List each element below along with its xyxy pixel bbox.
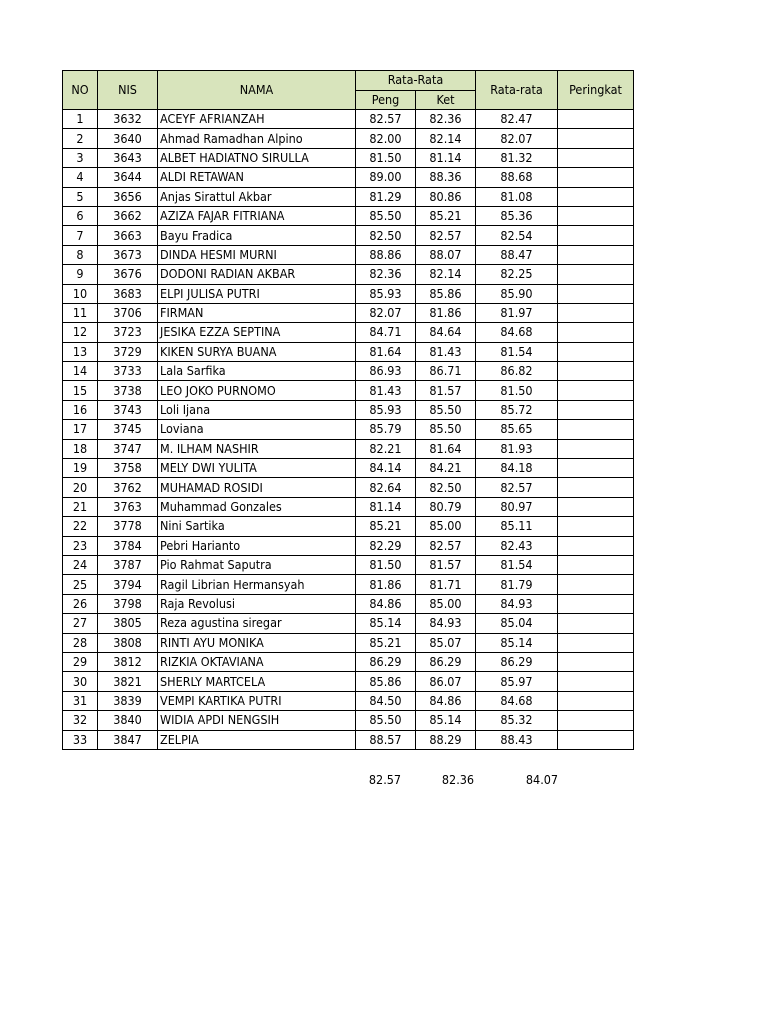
cell-peng: 81.50 — [356, 555, 416, 574]
cell-ket: 81.14 — [416, 148, 476, 167]
table-row — [63, 517, 634, 536]
cell-no: 25 — [63, 575, 98, 594]
cell-peng: 85.93 — [356, 400, 416, 419]
cell-nis: 3747 — [98, 439, 158, 458]
header-nis: NIS — [98, 71, 158, 110]
cell-nama: MELY DWI YULITA — [158, 459, 356, 478]
cell-no: 11 — [63, 303, 98, 322]
cell-peringkat — [558, 478, 634, 497]
cell-nis: 3762 — [98, 478, 158, 497]
cell-peringkat — [558, 245, 634, 264]
cell-nama: Loviana — [158, 420, 356, 439]
cell-rata: 85.04 — [476, 614, 558, 633]
summary-rata-average: 84.07 — [525, 772, 559, 787]
cell-nama: DODONI RADIAN AKBAR — [158, 265, 356, 284]
table-row — [63, 633, 634, 652]
cell-nama: Loli Ijana — [158, 400, 356, 419]
cell-no: 31 — [63, 691, 98, 710]
table-row — [63, 129, 634, 148]
cell-nama: VEMPI KARTIKA PUTRI — [158, 691, 356, 710]
cell-peringkat — [558, 284, 634, 303]
table-row — [63, 614, 634, 633]
cell-rata: 86.29 — [476, 652, 558, 671]
cell-rata: 81.50 — [476, 381, 558, 400]
cell-peng: 84.14 — [356, 459, 416, 478]
header-peng: Peng — [356, 90, 416, 110]
cell-nama: Ahmad Ramadhan Alpino — [158, 129, 356, 148]
cell-nis: 3812 — [98, 652, 158, 671]
cell-peringkat — [558, 226, 634, 245]
cell-nis: 3839 — [98, 691, 158, 710]
cell-peringkat — [558, 439, 634, 458]
cell-peng: 82.36 — [356, 265, 416, 284]
cell-peng: 84.71 — [356, 323, 416, 342]
cell-ket: 85.07 — [416, 633, 476, 652]
cell-peng: 86.93 — [356, 362, 416, 381]
cell-no: 32 — [63, 711, 98, 730]
cell-peringkat — [558, 303, 634, 322]
cell-nis: 3738 — [98, 381, 158, 400]
cell-peng: 82.64 — [356, 478, 416, 497]
table-row — [63, 478, 634, 497]
cell-peringkat — [558, 362, 634, 381]
cell-peringkat — [558, 168, 634, 187]
cell-nis: 3840 — [98, 711, 158, 730]
cell-nama: M. ILHAM NASHIR — [158, 439, 356, 458]
cell-peng: 84.50 — [356, 691, 416, 710]
cell-nis: 3706 — [98, 303, 158, 322]
cell-nis: 3758 — [98, 459, 158, 478]
cell-peringkat — [558, 110, 634, 129]
table-row — [63, 459, 634, 478]
cell-nis: 3632 — [98, 110, 158, 129]
cell-nama: RINTI AYU MONIKA — [158, 633, 356, 652]
cell-rata: 80.97 — [476, 497, 558, 516]
cell-no: 24 — [63, 555, 98, 574]
cell-nama: Pio Rahmat Saputra — [158, 555, 356, 574]
cell-nama: FIRMAN — [158, 303, 356, 322]
cell-ket: 84.21 — [416, 459, 476, 478]
cell-no: 27 — [63, 614, 98, 633]
cell-rata: 81.79 — [476, 575, 558, 594]
cell-nama: ELPI JULISA PUTRI — [158, 284, 356, 303]
header-ket: Ket — [416, 90, 476, 110]
table-row — [63, 497, 634, 516]
cell-nama: AZIZA FAJAR FITRIANA — [158, 206, 356, 225]
cell-ket: 82.14 — [416, 265, 476, 284]
cell-no: 2 — [63, 129, 98, 148]
cell-peng: 81.29 — [356, 187, 416, 206]
cell-nis: 3640 — [98, 129, 158, 148]
cell-no: 15 — [63, 381, 98, 400]
cell-rata: 85.65 — [476, 420, 558, 439]
cell-nis: 3683 — [98, 284, 158, 303]
table-row — [63, 575, 634, 594]
table-row — [63, 730, 634, 749]
cell-ket: 86.71 — [416, 362, 476, 381]
table-row — [63, 303, 634, 322]
cell-nis: 3847 — [98, 730, 158, 749]
cell-no: 17 — [63, 420, 98, 439]
cell-ket: 86.07 — [416, 672, 476, 691]
cell-peringkat — [558, 206, 634, 225]
cell-nis: 3784 — [98, 536, 158, 555]
cell-nis: 3733 — [98, 362, 158, 381]
cell-nama: Raja Revolusi — [158, 594, 356, 613]
cell-nis: 3662 — [98, 206, 158, 225]
cell-ket: 81.64 — [416, 439, 476, 458]
cell-peng: 85.79 — [356, 420, 416, 439]
cell-nama: ZELPIA — [158, 730, 356, 749]
cell-peringkat — [558, 129, 634, 148]
table-row — [63, 342, 634, 361]
cell-peringkat — [558, 323, 634, 342]
cell-peringkat — [558, 148, 634, 167]
cell-rata: 84.68 — [476, 691, 558, 710]
cell-ket: 80.79 — [416, 497, 476, 516]
cell-peringkat — [558, 265, 634, 284]
cell-peringkat — [558, 517, 634, 536]
cell-nis: 3763 — [98, 497, 158, 516]
cell-nama: SHERLY MARTCELA — [158, 672, 356, 691]
cell-no: 22 — [63, 517, 98, 536]
table-row — [63, 110, 634, 129]
table-row — [63, 652, 634, 671]
cell-nama: Nini Sartika — [158, 517, 356, 536]
cell-peringkat — [558, 691, 634, 710]
cell-peringkat — [558, 652, 634, 671]
summary-ket-average: 82.36 — [441, 772, 475, 787]
cell-nama: Reza agustina siregar — [158, 614, 356, 633]
cell-peng: 81.50 — [356, 148, 416, 167]
cell-nis: 3743 — [98, 400, 158, 419]
table-row — [63, 555, 634, 574]
table-row — [63, 420, 634, 439]
cell-nis: 3644 — [98, 168, 158, 187]
cell-peng: 85.21 — [356, 517, 416, 536]
cell-no: 30 — [63, 672, 98, 691]
cell-nama: Muhammad Gonzales — [158, 497, 356, 516]
cell-no: 28 — [63, 633, 98, 652]
table-row — [63, 284, 634, 303]
cell-no: 4 — [63, 168, 98, 187]
cell-ket: 85.50 — [416, 400, 476, 419]
cell-peng: 82.29 — [356, 536, 416, 555]
cell-ket: 84.64 — [416, 323, 476, 342]
table-row — [63, 206, 634, 225]
cell-ket: 85.00 — [416, 594, 476, 613]
cell-nama: ACEYF AFRIANZAH — [158, 110, 356, 129]
cell-no: 13 — [63, 342, 98, 361]
cell-nama: JESIKA EZZA SEPTINA — [158, 323, 356, 342]
table-row — [63, 381, 634, 400]
cell-rata: 81.54 — [476, 555, 558, 574]
cell-ket: 85.14 — [416, 711, 476, 730]
cell-nis: 3676 — [98, 265, 158, 284]
table-row — [63, 536, 634, 555]
cell-nis: 3663 — [98, 226, 158, 245]
cell-rata: 82.47 — [476, 110, 558, 129]
cell-ket: 81.71 — [416, 575, 476, 594]
cell-peng: 81.14 — [356, 497, 416, 516]
cell-nis: 3794 — [98, 575, 158, 594]
cell-no: 9 — [63, 265, 98, 284]
cell-rata: 81.93 — [476, 439, 558, 458]
cell-ket: 82.50 — [416, 478, 476, 497]
cell-no: 21 — [63, 497, 98, 516]
cell-nis: 3729 — [98, 342, 158, 361]
table-row — [63, 439, 634, 458]
cell-peng: 81.86 — [356, 575, 416, 594]
cell-peringkat — [558, 633, 634, 652]
cell-ket: 84.93 — [416, 614, 476, 633]
cell-peringkat — [558, 575, 634, 594]
cell-ket: 81.86 — [416, 303, 476, 322]
cell-nis: 3723 — [98, 323, 158, 342]
cell-nis: 3656 — [98, 187, 158, 206]
cell-ket: 84.86 — [416, 691, 476, 710]
cell-ket: 85.50 — [416, 420, 476, 439]
cell-peng: 85.50 — [356, 711, 416, 730]
header-peringkat: Peringkat — [558, 71, 634, 110]
cell-rata: 85.36 — [476, 206, 558, 225]
cell-rata: 85.11 — [476, 517, 558, 536]
summary-peng-average: 82.57 — [368, 772, 402, 787]
cell-peringkat — [558, 187, 634, 206]
cell-no: 8 — [63, 245, 98, 264]
table-row — [63, 187, 634, 206]
cell-ket: 86.29 — [416, 652, 476, 671]
cell-nama: KIKEN SURYA BUANA — [158, 342, 356, 361]
table-row — [63, 323, 634, 342]
cell-rata: 81.32 — [476, 148, 558, 167]
cell-peng: 82.00 — [356, 129, 416, 148]
cell-peng: 84.86 — [356, 594, 416, 613]
cell-peng: 88.86 — [356, 245, 416, 264]
cell-no: 19 — [63, 459, 98, 478]
cell-peringkat — [558, 400, 634, 419]
cell-no: 7 — [63, 226, 98, 245]
cell-nis: 3821 — [98, 672, 158, 691]
cell-ket: 88.36 — [416, 168, 476, 187]
cell-nama: MUHAMAD ROSIDI — [158, 478, 356, 497]
cell-no: 1 — [63, 110, 98, 129]
cell-no: 6 — [63, 206, 98, 225]
header-rata-rata-group: Rata-Rata — [356, 71, 476, 91]
table-body — [63, 110, 634, 750]
cell-peng: 85.50 — [356, 206, 416, 225]
cell-no: 33 — [63, 730, 98, 749]
cell-rata: 88.68 — [476, 168, 558, 187]
cell-peng: 88.57 — [356, 730, 416, 749]
cell-nis: 3643 — [98, 148, 158, 167]
cell-rata: 86.82 — [476, 362, 558, 381]
cell-no: 14 — [63, 362, 98, 381]
cell-rata: 88.47 — [476, 245, 558, 264]
header-rata-rata: Rata-rata — [476, 71, 558, 110]
header-no: NO — [63, 71, 98, 110]
cell-peng: 86.29 — [356, 652, 416, 671]
cell-ket: 81.43 — [416, 342, 476, 361]
cell-peringkat — [558, 381, 634, 400]
cell-peringkat — [558, 614, 634, 633]
cell-peng: 82.50 — [356, 226, 416, 245]
cell-ket: 88.07 — [416, 245, 476, 264]
cell-nis: 3745 — [98, 420, 158, 439]
header-nama: NAMA — [158, 71, 356, 110]
table-row — [63, 672, 634, 691]
cell-nis: 3808 — [98, 633, 158, 652]
cell-no: 29 — [63, 652, 98, 671]
cell-nama: Ragil Librian Hermansyah — [158, 575, 356, 594]
cell-nama: RIZKIA OKTAVIANA — [158, 652, 356, 671]
cell-ket: 85.86 — [416, 284, 476, 303]
table-row — [63, 245, 634, 264]
cell-no: 12 — [63, 323, 98, 342]
table-row — [63, 265, 634, 284]
cell-ket: 82.14 — [416, 129, 476, 148]
cell-rata: 82.57 — [476, 478, 558, 497]
cell-peng: 85.93 — [356, 284, 416, 303]
cell-peng: 85.86 — [356, 672, 416, 691]
cell-ket: 82.36 — [416, 110, 476, 129]
cell-no: 26 — [63, 594, 98, 613]
cell-nama: ALBET HADIATNO SIRULLA — [158, 148, 356, 167]
cell-rata: 84.18 — [476, 459, 558, 478]
cell-peng: 85.14 — [356, 614, 416, 633]
cell-nis: 3787 — [98, 555, 158, 574]
cell-ket: 82.57 — [416, 536, 476, 555]
table-row — [63, 362, 634, 381]
cell-peng: 81.64 — [356, 342, 416, 361]
table-row — [63, 691, 634, 710]
cell-rata: 84.93 — [476, 594, 558, 613]
cell-no: 5 — [63, 187, 98, 206]
cell-rata: 84.68 — [476, 323, 558, 342]
cell-rata: 85.72 — [476, 400, 558, 419]
cell-nama: WIDIA APDI NENGSIH — [158, 711, 356, 730]
cell-rata: 85.32 — [476, 711, 558, 730]
cell-peringkat — [558, 536, 634, 555]
table-row — [63, 226, 634, 245]
cell-no: 3 — [63, 148, 98, 167]
cell-nama: Anjas Sirattul Akbar — [158, 187, 356, 206]
table-row — [63, 594, 634, 613]
cell-peng: 82.57 — [356, 110, 416, 129]
cell-rata: 82.43 — [476, 536, 558, 555]
cell-rata: 81.97 — [476, 303, 558, 322]
table-row — [63, 148, 634, 167]
cell-ket: 85.00 — [416, 517, 476, 536]
cell-nama: DINDA HESMI MURNI — [158, 245, 356, 264]
cell-peng: 81.43 — [356, 381, 416, 400]
cell-rata: 82.07 — [476, 129, 558, 148]
cell-nis: 3805 — [98, 614, 158, 633]
cell-nama: Lala Sarfika — [158, 362, 356, 381]
cell-nama: Bayu Fradica — [158, 226, 356, 245]
cell-peringkat — [558, 594, 634, 613]
cell-peng: 82.07 — [356, 303, 416, 322]
cell-no: 10 — [63, 284, 98, 303]
table-row — [63, 400, 634, 419]
cell-ket: 81.57 — [416, 381, 476, 400]
cell-rata: 81.08 — [476, 187, 558, 206]
cell-nis: 3798 — [98, 594, 158, 613]
cell-peringkat — [558, 555, 634, 574]
cell-no: 23 — [63, 536, 98, 555]
cell-peng: 89.00 — [356, 168, 416, 187]
cell-rata: 82.25 — [476, 265, 558, 284]
cell-ket: 88.29 — [416, 730, 476, 749]
cell-rata: 85.97 — [476, 672, 558, 691]
cell-nama: LEO JOKO PURNOMO — [158, 381, 356, 400]
cell-peringkat — [558, 459, 634, 478]
cell-peringkat — [558, 672, 634, 691]
cell-rata: 88.43 — [476, 730, 558, 749]
cell-peng: 82.21 — [356, 439, 416, 458]
cell-no: 20 — [63, 478, 98, 497]
cell-no: 18 — [63, 439, 98, 458]
cell-ket: 85.21 — [416, 206, 476, 225]
cell-nis: 3673 — [98, 245, 158, 264]
table-row — [63, 168, 634, 187]
table-row — [63, 711, 634, 730]
cell-rata: 82.54 — [476, 226, 558, 245]
cell-nama: ALDI RETAWAN — [158, 168, 356, 187]
cell-rata: 85.14 — [476, 633, 558, 652]
cell-rata: 81.54 — [476, 342, 558, 361]
cell-rata: 85.90 — [476, 284, 558, 303]
grade-table — [62, 70, 634, 750]
cell-ket: 81.57 — [416, 555, 476, 574]
cell-peringkat — [558, 730, 634, 749]
cell-ket: 80.86 — [416, 187, 476, 206]
cell-peringkat — [558, 342, 634, 361]
cell-nis: 3778 — [98, 517, 158, 536]
cell-ket: 82.57 — [416, 226, 476, 245]
cell-peng: 85.21 — [356, 633, 416, 652]
cell-nama: Pebri Harianto — [158, 536, 356, 555]
cell-peringkat — [558, 711, 634, 730]
cell-peringkat — [558, 420, 634, 439]
cell-peringkat — [558, 497, 634, 516]
cell-no: 16 — [63, 400, 98, 419]
